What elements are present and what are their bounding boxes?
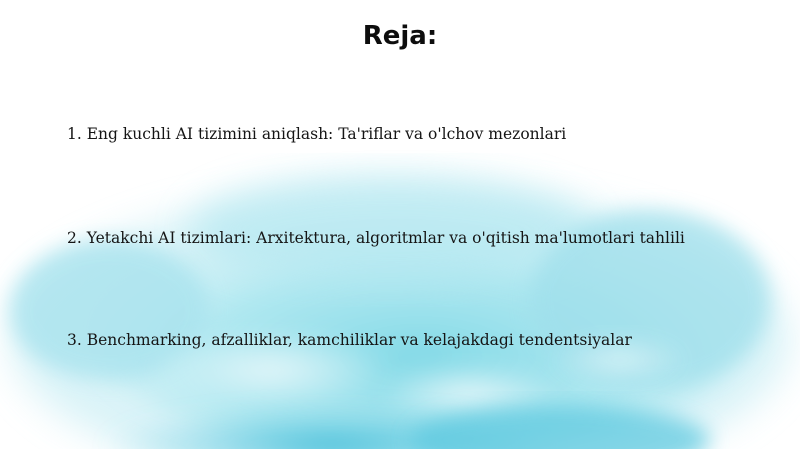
agenda-item: 2. Yetakchi AI tizimlari: Arxitektura, algoritmlar va o'qitish ma'lumotlari tahlili (67, 229, 685, 247)
agenda-item: 3. Benchmarking, afzalliklar, kamchiliklar va kelajakdagi tendentsiyalar (67, 331, 632, 349)
agenda-item: 1. Eng kuchli AI tizimini aniqlash: Ta'riflar va o'lchov mezonlari (67, 125, 567, 143)
slide-title: Reja: (362, 21, 438, 51)
